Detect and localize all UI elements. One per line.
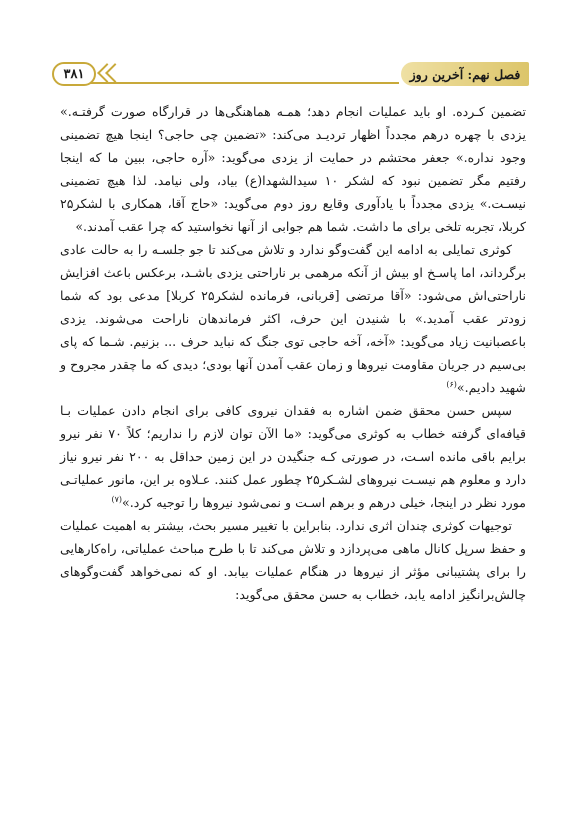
footnote-ref: (۶)	[446, 379, 457, 389]
paragraph: کوثری تمایلی به ادامه این گفت‌وگو ندارد و تلاش می‌کند تا جو جلسـه را به حالت عادی برگرداند، اما پاسـخ او بیش از آنکه مرهمی بر ناراحتی یزدی باشـد، برعکس باعث افزایش ناراحتی‌اش می‌شود: «آقا مرتضی [قربانی، فرمانده لشکر۲۵ کربلا] مدعی بود که شما زودتر عقب آمدید.» با شنیدن این حرف، اکثر فرماندهان ناراحت می‌شوند. یزدی باعصبانیت زیاد می‌گوید: «آخه، آخه حاجی توی جنگ که نباید حرف ... بزنیم. شـما که پای بی‌سیم در جریان مقاومت نیروها و زمان عقب آمدن آنها بودی؛ دیدی که ما چقدر مجروح و شهید دادیم.»$^{(۶)}$	[60, 242, 526, 395]
footnote-ref: (۷)	[111, 494, 123, 504]
page-number: ۳۸۱	[52, 62, 96, 86]
header-rule	[82, 82, 399, 84]
running-header	[52, 62, 529, 88]
chapter-title: فصل نهم: آخرین روز	[401, 62, 529, 86]
paragraph: سپس حسن محقق ضمن اشاره به فقدان نیروی کافی برای انجام دادن عملیات بـا قیافه‌ای گرفته خطاب به کوثری می‌گوید: «ما الآن توان لازم را نداریم؛ کلاً ۷۰ نفر نیرو برایم باقی مانده اسـت، در صورتی کـه جنگیدن در این زمین حداقل به ۲۰۰ نفر نیرو نیاز دارد و معلوم هم نیسـت نیروهای لشـکر۲۵ چطور عمل کنند. عـلاوه بر این، مانور عملیاتـی مورد نظر در اینجا، خیلی درهم و برهم اسـت و نمی‌شود نیروها را توجیه کرد.»$^{(۷)}$	[60, 403, 526, 510]
paragraph: تضمین کـرده. او باید عملیات انجام دهد؛ همـه هماهنگی‌ها در قرارگاه صورت گرفتـه.» یزدی با چهره درهم مجدداً اظهار تردیـد می‌کند: «تضمین چی حاجی؟ اینجا هیچ تضمینی وجود نداره.» جعفر محتشم در حمایت از یزدی می‌گوید: «آره حاجی، ببین ما که اینجا رفتیم مگر تضمین نبود که لشکر ۱۰ سیدالشهدا(ع) بیاد، ولی نیامد. لذا هیچ تضمینی نیسـت.» یزدی مجدداً با یادآوری وقایع روز دوم می‌گوید: «حاج آقا، همکاری با لشکر۲۵ کربلا، تجربه تلخی برای ما داشت. شما هم جوابی از آنها نخواستید که چرا عقب آمدند.»	[60, 104, 526, 234]
paragraph: توجیهات کوثری چندان اثری ندارد. بنابراین با تغییر مسیر بحث، بیشتر به اهمیت عملیات و حفظ سرپل کانال ماهی می‌پردازد و تلاش می‌کند تا با طرح مباحث عملیاتی، راه‌کارهایی را برای پشتیبانی مؤثر از نیروها در هنگام عملیات بیابد. او که نمی‌خواهد گفت‌وگوهای چالش‌برانگیز ادامه یابد، خطاب به حسن محقق می‌گوید:	[60, 518, 526, 602]
body-text	[60, 100, 526, 606]
